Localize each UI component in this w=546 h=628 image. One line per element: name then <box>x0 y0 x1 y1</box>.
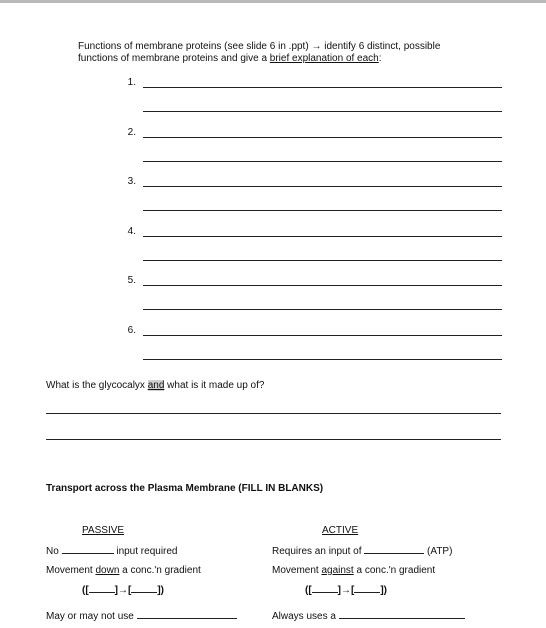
item-number-5: 5. <box>127 275 136 286</box>
passive-high-blank[interactable] <box>89 583 115 593</box>
passive-row-1-prefix: No <box>46 546 62 557</box>
passive-energy-blank[interactable] <box>62 544 114 554</box>
glycocalyx-question-suffix: what is it made up of? <box>164 380 265 391</box>
active-gradient-brackets <box>305 583 387 596</box>
answer-line-1-b[interactable] <box>143 111 502 112</box>
passive-low-blank[interactable] <box>131 583 157 593</box>
intro-line-1: Functions of membrane proteins (see slide 6 in .ppt) → identify 6 distinct, possible <box>78 41 441 52</box>
active-row-4-prefix: Always uses a <box>272 611 339 622</box>
active-high-blank[interactable] <box>354 583 380 593</box>
transport-heading: Transport across the Plasma Membrane (FILL IN BLANKS) <box>46 483 324 494</box>
answer-line-5-b[interactable] <box>143 309 502 310</box>
intro-line-2-colon: : <box>378 53 382 64</box>
glycocalyx-answer-line-1[interactable] <box>46 413 501 414</box>
item-number-1: 1. <box>127 77 136 88</box>
intro-line-2-text: functions of membrane proteins and give a <box>78 53 270 64</box>
passive-bracket-open: ([ <box>82 585 89 596</box>
page-top-border <box>0 0 546 3</box>
answer-line-3-a[interactable] <box>143 186 502 187</box>
item-number-2: 2. <box>127 127 136 138</box>
highlighted-and: and <box>147 380 165 391</box>
passive-bracket-arrow: ]→[ <box>114 585 132 596</box>
active-row-1-suffix: (ATP) <box>424 546 453 557</box>
active-row-1-prefix: Requires an input of <box>272 546 365 557</box>
passive-row-1 <box>46 544 178 558</box>
active-header: ACTIVE <box>322 525 359 536</box>
passive-row-2 <box>46 565 201 577</box>
active-row-1 <box>272 544 452 558</box>
passive-gradient-brackets <box>82 583 164 596</box>
passive-bracket-close: ]) <box>157 585 165 596</box>
answer-line-4-a[interactable] <box>143 236 502 237</box>
passive-row-1-suffix: input required <box>113 546 178 557</box>
passive-row-4-prefix: May or may not use <box>46 611 137 622</box>
passive-row-4 <box>46 609 237 623</box>
active-bracket-open: ([ <box>305 585 312 596</box>
item-number-3: 3. <box>127 176 136 187</box>
active-energy-blank[interactable] <box>364 544 424 554</box>
active-bracket-close: ]) <box>380 585 388 596</box>
glycocalyx-answer-line-2[interactable] <box>46 439 501 440</box>
answer-line-1-a[interactable] <box>143 87 502 88</box>
glycocalyx-question-prefix: What is the glycocalyx <box>46 380 148 391</box>
glycocalyx-question <box>46 380 264 392</box>
intro-line-2 <box>78 53 382 65</box>
active-low-blank[interactable] <box>312 583 338 593</box>
active-row-2-suffix: a conc.'n gradient <box>353 565 436 576</box>
passive-protein-blank[interactable] <box>137 609 237 619</box>
answer-line-6-a[interactable] <box>143 335 502 336</box>
answer-line-2-b[interactable] <box>143 161 502 162</box>
passive-header: PASSIVE <box>82 525 125 536</box>
passive-row-2-prefix: Movement <box>46 565 96 576</box>
answer-line-2-a[interactable] <box>143 137 502 138</box>
active-protein-blank[interactable] <box>339 609 465 619</box>
active-row-2 <box>272 565 435 577</box>
answer-line-5-a[interactable] <box>143 285 502 286</box>
item-number-6: 6. <box>127 325 136 336</box>
brief-explanation-link: brief explanation of each <box>269 53 379 64</box>
item-number-4: 4. <box>127 226 136 237</box>
active-row-2-prefix: Movement <box>272 565 322 576</box>
answer-line-4-b[interactable] <box>143 260 502 261</box>
answer-line-6-b[interactable] <box>143 359 502 360</box>
active-against-word: against <box>321 565 354 576</box>
answer-line-3-b[interactable] <box>143 210 502 211</box>
active-row-4 <box>272 609 465 623</box>
passive-down-word: down <box>95 565 120 576</box>
active-bracket-arrow: ]→[ <box>337 585 355 596</box>
passive-row-2-suffix: a conc.'n gradient <box>119 565 201 576</box>
